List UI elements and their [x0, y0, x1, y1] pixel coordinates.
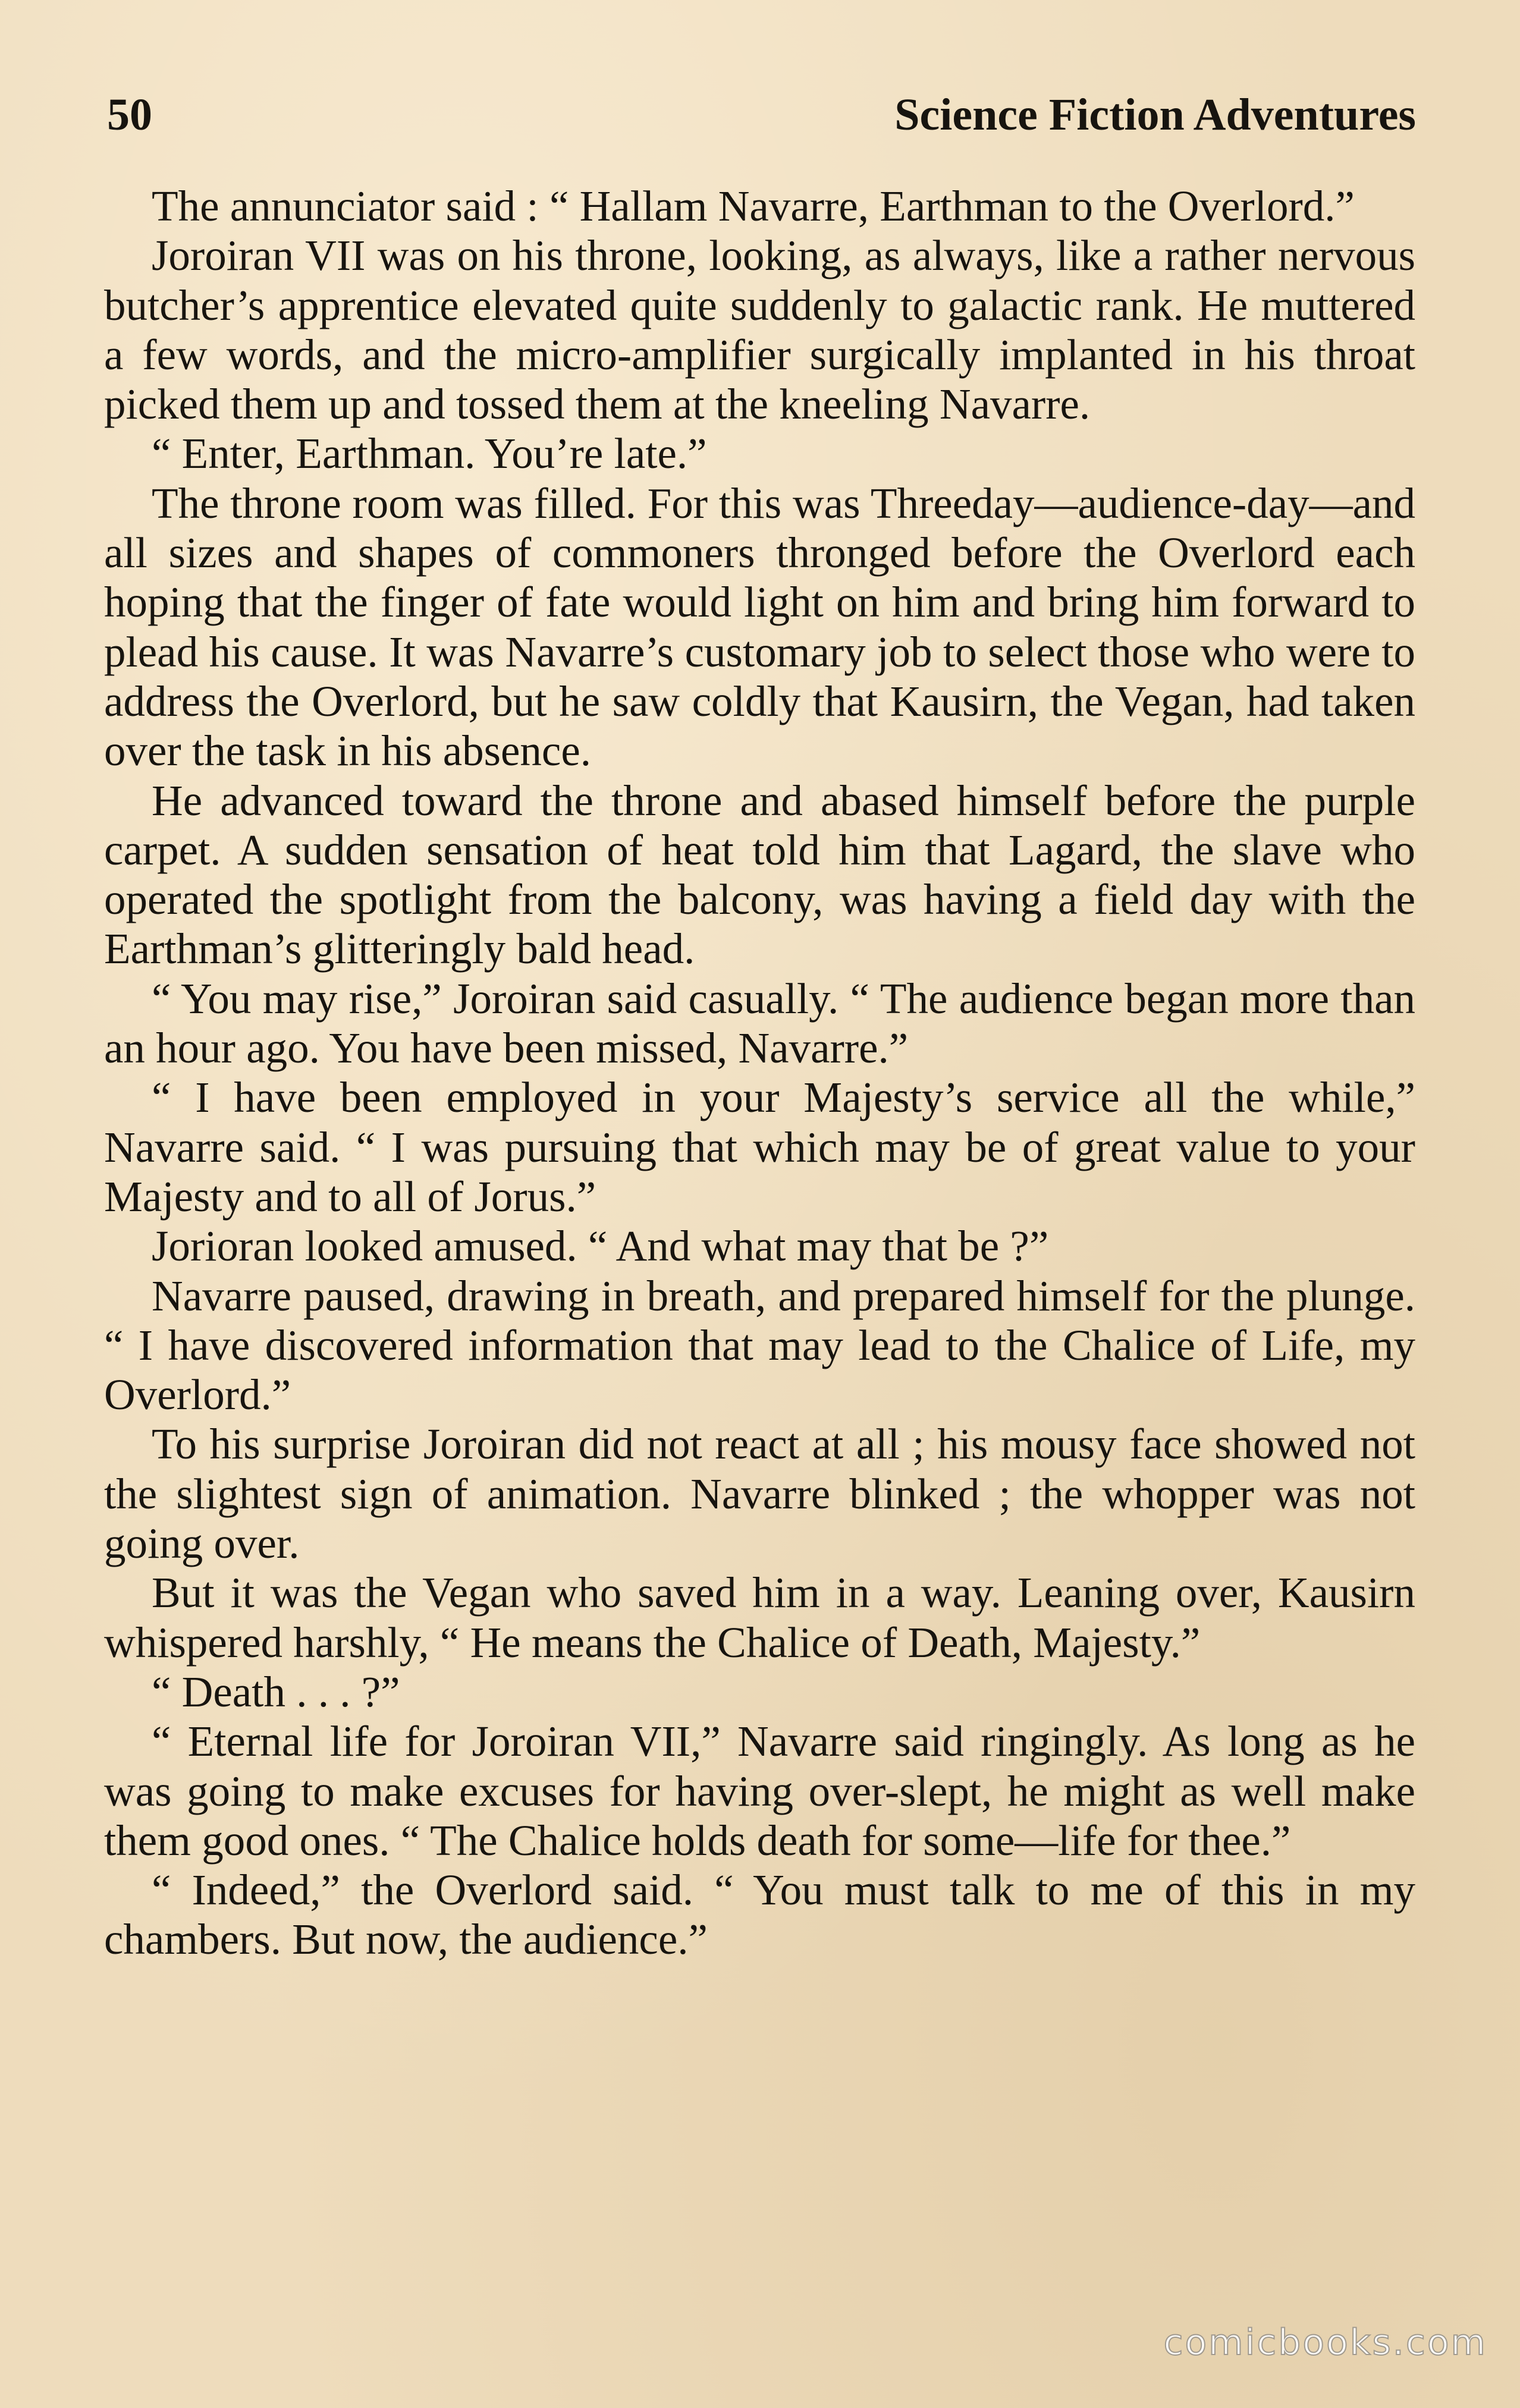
page-header	[107, 89, 1416, 149]
paragraph: “ Indeed,” the Overlord said. “ You must talk to me of this in my chambers. But now, the audience.”	[104, 1866, 1415, 1964]
paragraph: “ Enter, Earthman. You’re late.”	[152, 429, 707, 478]
body-text	[104, 181, 1415, 1964]
watermark: comicbooks.com	[1163, 2322, 1487, 2363]
paragraph: But it was the Vegan who saved him in a way. Leaning over, Kausirn whispered harshly, “ He means the Chalice of Death, Majesty.”	[104, 1568, 1415, 1667]
paragraph: The throne room was filled. For this was Threeday—audience-day—and all sizes and shapes of commoners thronged before the Overlord each hoping that the finger of fate would light on him and bring him forward to plead his cause. It was Navarre’s customary job to select those who were to address the Overlord, but he saw coldly that Kausirn, the Vegan, had taken over the task in his absence.	[104, 479, 1415, 775]
paragraph: He advanced toward the throne and abased himself before the purple carpet. A sudden sensation of heat told him that Lagard, the slave who operated the spotlight from the balcony, was having a field day with the Earthman’s glitteringly bald head.	[104, 776, 1415, 973]
paragraph: “ Death . . . ?”	[152, 1667, 400, 1716]
paragraph: “ I have been employed in your Majesty’s service all the while,” Navarre said. “ I was pursuing that which may be of great value to your Majesty and to all of Jorus.”	[104, 1073, 1415, 1221]
paragraph: “ Eternal life for Joroiran VII,” Navarre said ringingly. As long as he was going to make excuses for having over-slept, he might as well make them good ones. “ The Chalice holds death for some—life for thee.”	[104, 1717, 1415, 1865]
paragraph: To his surprise Joroiran did not react at all ; his mousy face showed not the slightest sign of animation. Navarre blinked ; the whopper was not going over.	[104, 1420, 1415, 1568]
paragraph: Joroiran VII was on his throne, looking, as always, like a rather nervous butcher’s apprentice elevated quite suddenly to galactic rank. He muttered a few words, and the micro-amplifier surgically implanted in his throat picked them up and tossed them at the kneeling Navarre.	[104, 231, 1415, 429]
paragraph: Navarre paused, drawing in breath, and prepared himself for the plunge. “ I have discovered information that may lead to the Chalice of Life, my Overlord.”	[104, 1271, 1415, 1419]
running-head: Science Fiction Adventures	[894, 90, 1416, 140]
paragraph: “ You may rise,” Joroiran said casually. “ The audience began more than an hour ago. You have been missed, Navarre.”	[104, 974, 1415, 1073]
paragraph: The annunciator said : “ Hallam Navarre, Earthman to the Overlord.”	[152, 182, 1355, 230]
page-number: 50	[107, 90, 152, 140]
paragraph: Jorioran looked amused. “ And what may that be ?”	[152, 1222, 1049, 1271]
